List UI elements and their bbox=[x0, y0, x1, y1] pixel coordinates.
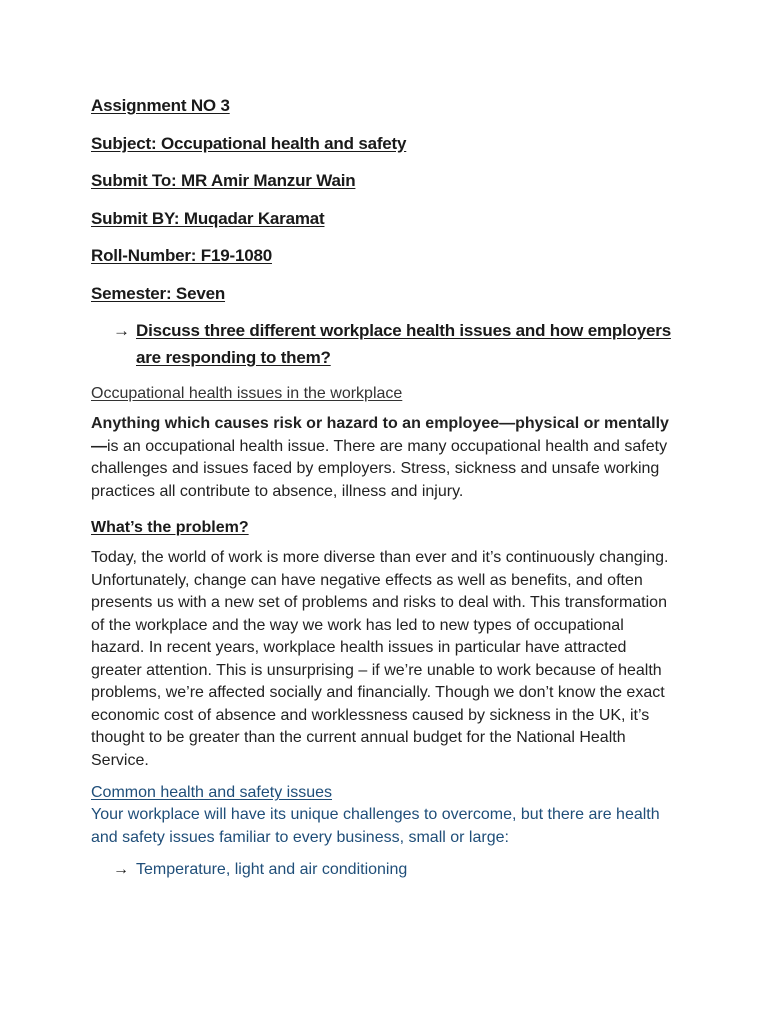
assignment-question bbox=[91, 317, 691, 371]
section-heading-common-issues: Common health and safety issues bbox=[91, 784, 333, 801]
list-item bbox=[91, 859, 691, 881]
semester-line: Semester: Seven bbox=[91, 283, 226, 303]
section-heading-occupational-health: Occupational health issues in the workplace bbox=[91, 385, 403, 402]
section-heading-problem: What’s the problem? bbox=[91, 519, 249, 536]
paragraph-rest: is an occupational health issue. There are many occupational health and safety challenges and issues faced by employers. Stress, sickness and unsafe working practices all contribute to absence, illness and injury. bbox=[91, 437, 668, 500]
occupational-health-paragraph bbox=[91, 413, 681, 503]
common-issues-paragraph: Your workplace will have its unique challenges to overcome, but there are health and safety issues familiar to every business, small or large: bbox=[91, 806, 660, 846]
problem-paragraph: Today, the world of work is more diverse than ever and it’s continuously changing. Unfortunately, change can have negative effects as well as benefits, and often presents us with a new set of problems and risks to deal with. This transformation of the workplace and the way we work has led to new types of occupational hazard. In recent years, workplace health issues in particular have attracted greater attention. This is unsurprising – if we’re unable to work because of health problems, we’re affected socially and financially. Though we don’t know the exact economic cost of absence and worklessness caused by sickness in the UK, it’s thought to be greater than the current annual budget for the National Health Service. bbox=[91, 549, 669, 769]
subject-line: Subject: Occupational health and safety bbox=[91, 133, 407, 153]
arrow-right-icon: → bbox=[113, 861, 129, 878]
assignment-number: Assignment NO 3 bbox=[91, 96, 230, 115]
document-page bbox=[91, 90, 691, 881]
question-text: Discuss three different workplace health issues and how employers are responding to them? bbox=[136, 321, 671, 367]
submit-by-line: Submit BY: Muqadar Karamat bbox=[91, 208, 325, 228]
roll-number-line: Roll-Number: F19-1080 bbox=[91, 246, 272, 265]
submit-to-line: Submit To: MR Amir Manzur Wain bbox=[91, 171, 356, 190]
arrow-right-icon: → bbox=[113, 321, 130, 340]
paragraph-bold-lead: Anything which causes risk or hazard to an employee—physical or mentally— bbox=[91, 415, 669, 455]
list-item-label: Temperature, light and air conditioning bbox=[136, 861, 408, 878]
